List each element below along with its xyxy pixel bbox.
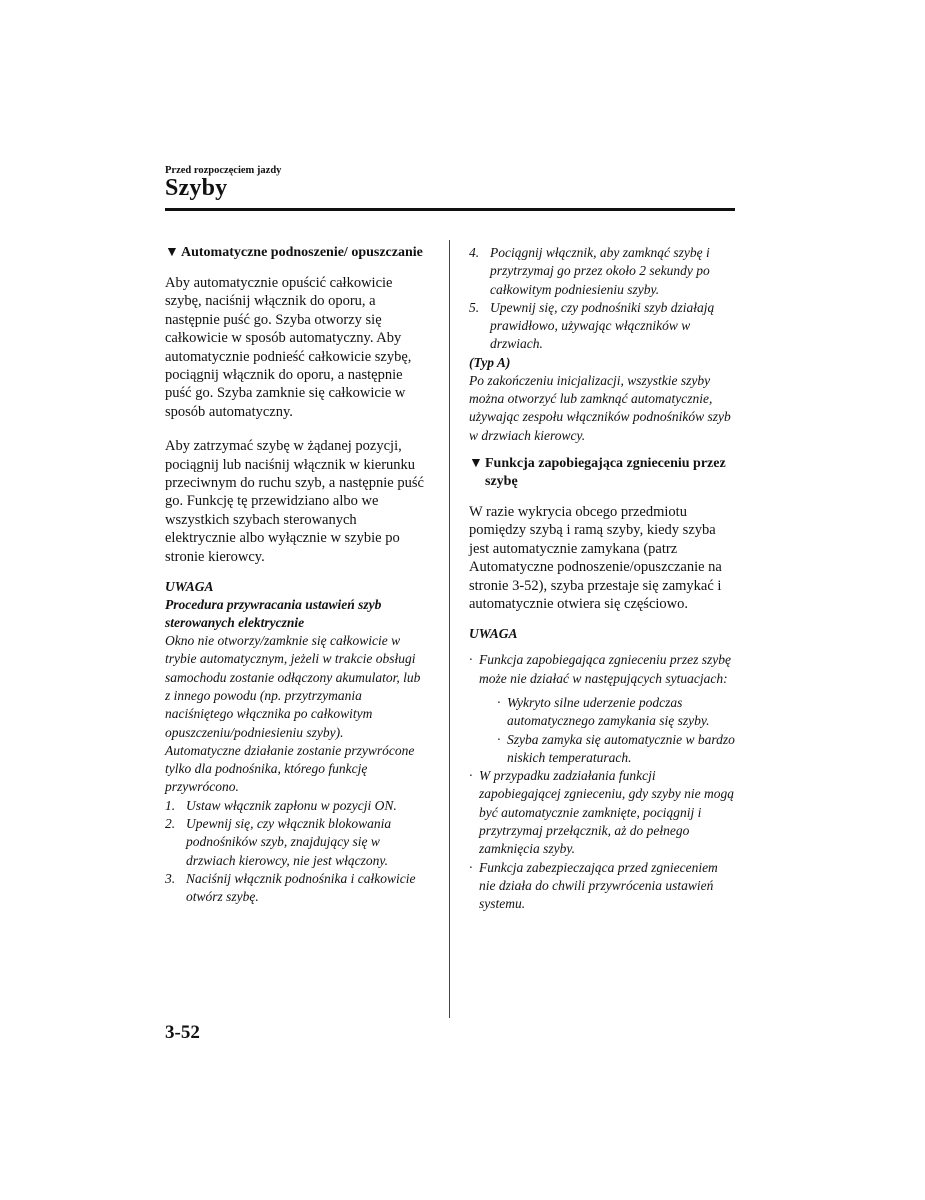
steps-list — [469, 244, 735, 354]
bullet-icon: · — [469, 652, 473, 668]
list-item: · Szyba zamyka się automatycznie w bardzo niskich temperaturach. — [497, 731, 735, 768]
list-item: 2. Upewnij się, czy włącznik blokowania podnośników szyb, znajdujący się w drzwiach kierowcy, nie jest włączony. — [165, 816, 392, 868]
list-item: 1. Ustaw włącznik zapłonu w pozycji ON. — [165, 797, 397, 813]
list-item: 5. Upewnij się, czy podnośniki szyb działają prawidłowo, używając włączników w drzwiach. — [469, 299, 715, 352]
bullet-icon: · — [469, 768, 473, 784]
section-heading — [469, 455, 735, 491]
section-header: Przed rozpoczęciem jazdy — [165, 165, 282, 176]
note-label: UWAGA — [469, 626, 518, 642]
section-heading-text: Funkcja zapobiegająca zgnieceniu przez szybę — [485, 455, 726, 489]
note-label: UWAGA — [165, 579, 214, 595]
bullet-icon: · — [469, 859, 473, 875]
list-item: · Funkcja zapobiegająca zgnieceniu przez szybę może nie działać w następujących sytuacjach: · Wykryto silne uderzenie podczas automatycznego zamykania się szyby. · Szyba zamyka się automatycznie w bardzo niskich temperaturach. — [469, 651, 735, 767]
triangle-marker-icon: ▼ — [165, 245, 179, 260]
right-column — [469, 244, 735, 914]
column-divider — [449, 240, 450, 1018]
type-label: (Typ A) — [469, 354, 511, 370]
list-item: 4. Pociągnij włącznik, aby zamknąć szybę i przytrzymaj go przez około 2 sekundy po całkowitym podniesieniu szyby. — [469, 245, 710, 297]
list-item: · Wykryto silne uderzenie podczas automatycznego zamykania się szyby. — [497, 694, 735, 731]
steps-list — [165, 797, 425, 907]
list-item: 3. Naciśnij włącznik podnośnika i całkowicie otwórz szybę. — [165, 870, 416, 905]
page-number: 3-52 — [165, 1022, 200, 1043]
paragraph: Aby automatycznie opuścić całkowicie szybę, naciśnij włącznik do oporu, a następnie puść go. Szyba otworzy się całkowicie w sposób automatyczny. Aby automatycznie podnieść całkowicie szybę, pociągnij włącznik do oporu, a następnie puść go. Szyba zamknie się całkowicie w sposób automatyczny. — [165, 275, 412, 420]
note-text: Okno nie otworzy/zamknie się całkowicie w trybie automatycznym, jeżeli w trakcie obsługi samochodu zostanie odłączony akumulator, lub z innego powodu (np. przytrzymania naciśniętego włącznika po całkowitym opuszczeniu/podniesieniu szyby). — [165, 633, 421, 740]
note-list — [469, 651, 735, 913]
type-text: Po zakończeniu inicjalizacji, wszystkie szyby można otworzyć lub zamknąć automatycznie, używając zespołu włączników podnośników szyb w drzwiach kierowcy. — [469, 372, 731, 443]
triangle-marker-icon: ▼ — [469, 455, 483, 471]
list-item: · W przypadku zadziałania funkcji zapobiegającej zgnieceniu, gdy szyby nie mogą być automatycznie zamknięte, pociągnij i przytrzymaj przełącznik, aż do pełnego zamknięcia szyby. — [469, 767, 735, 858]
section-heading-text: Automatyczne podnoszenie/ opuszczanie — [181, 245, 423, 260]
sub-list — [497, 694, 735, 767]
note-text: Automatyczne działanie zostanie przywrócone tylko dla podnośnika, którego funkcję przywrócono. — [165, 742, 415, 795]
page-title: Szyby — [165, 175, 228, 201]
bullet-icon: · — [497, 731, 501, 747]
section-heading — [165, 244, 425, 262]
paragraph: W razie wykrycia obcego przedmiotu pomiędzy szybą i ramą szyby, kiedy szyba jest automatycznie zamykana (patrz Automatyczne podnoszenie/opuszczanie na stronie 3-52), szyba przestaje się zamykać i automatycznie otwiera się częściowo. — [469, 503, 722, 612]
list-item: · Funkcja zabezpieczająca przed zgnieceniem nie działa do chwili przywrócenia ustawień systemu. — [469, 859, 735, 914]
paragraph: Aby zatrzymać szybę w żądanej pozycji, pociągnij lub naciśnij włącznik w kierunku przeciwnym do ruchu szyb, a następnie puść go. Funkcję tę przewidziano albo we wszystkich szybach sterowanych elektrycznie albo wyłącznie w szybie po stronie kierowcy. — [165, 438, 424, 565]
bullet-icon: · — [497, 695, 501, 710]
left-column — [165, 244, 425, 907]
header-rule — [165, 208, 735, 211]
note-title: Procedura przywracania ustawień szyb sterowanych elektrycznie — [165, 597, 382, 631]
